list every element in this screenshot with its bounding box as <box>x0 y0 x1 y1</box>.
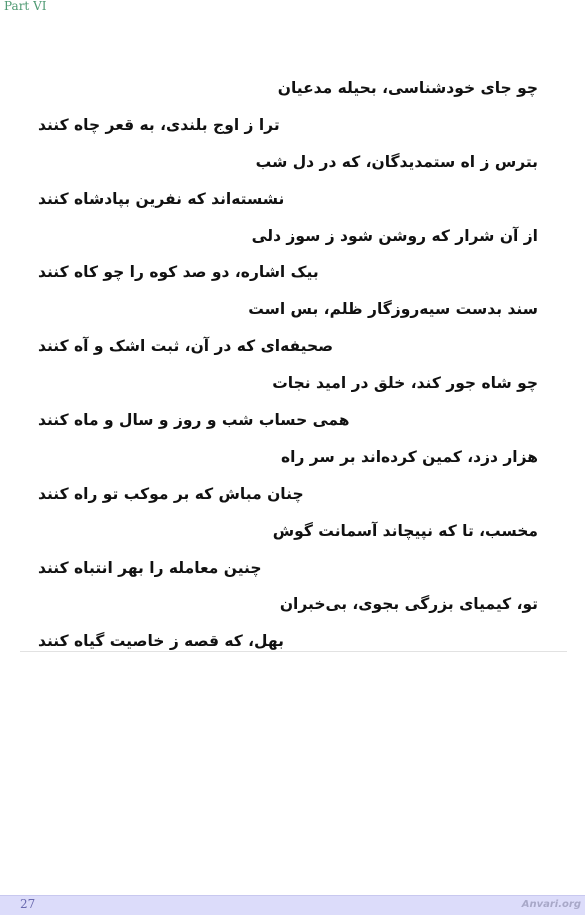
verse-line: تو، کیمیای بزرگی بجوی، بی‌خبران <box>279 595 538 614</box>
verse-line: صحیفه‌ای که در آن، ثبت اشک و آه کنند <box>38 337 334 356</box>
footer-bar <box>0 895 585 915</box>
verse-line: چنین معامله را بهر انتباه کنند <box>38 558 262 577</box>
verse-line: سند بدست سیه‌روزگار ظلم، بس است <box>248 300 538 319</box>
verse-line: بترس ز اه ستمدیدگان، که در دل شب <box>255 152 538 171</box>
poem <box>30 70 549 660</box>
page-divider <box>20 651 567 652</box>
verse-line: چو جای خودشناسی، بحیله مدعیان <box>277 79 538 97</box>
verse-line: چنان مباش که بر موکب تو راه کنند <box>38 484 304 503</box>
verse-line: نشسته‌اند که نفرین بپادشاه کنند <box>38 189 285 208</box>
verse-line: از آن شرار که روشن شود ز سوز دلی <box>251 226 538 245</box>
page-number: 27 <box>20 897 36 911</box>
verse-line: ترا ز اوج بلندی، به قعر چاه کنند <box>38 115 280 134</box>
verse-line: مخسب، تا که نپیچاند آسمانت گوش <box>272 521 538 540</box>
verse-line: بهل، که قصه ز خاصیت گیاه کنند <box>38 632 284 651</box>
verse-line: بیک اشاره، دو صد کوه را چو کاه کنند <box>38 263 319 282</box>
running-head: Part VI <box>4 0 47 13</box>
verse-line: چو شاه جور کند، خلق در امید نجات <box>272 374 538 393</box>
verse-line: هزار دزد، کمین کرده‌اند بر سر راه <box>281 447 538 466</box>
watermark: Anvari.org <box>521 899 581 910</box>
verse-line: همی حساب شب و روز و سال و ماه کنند <box>38 411 350 430</box>
